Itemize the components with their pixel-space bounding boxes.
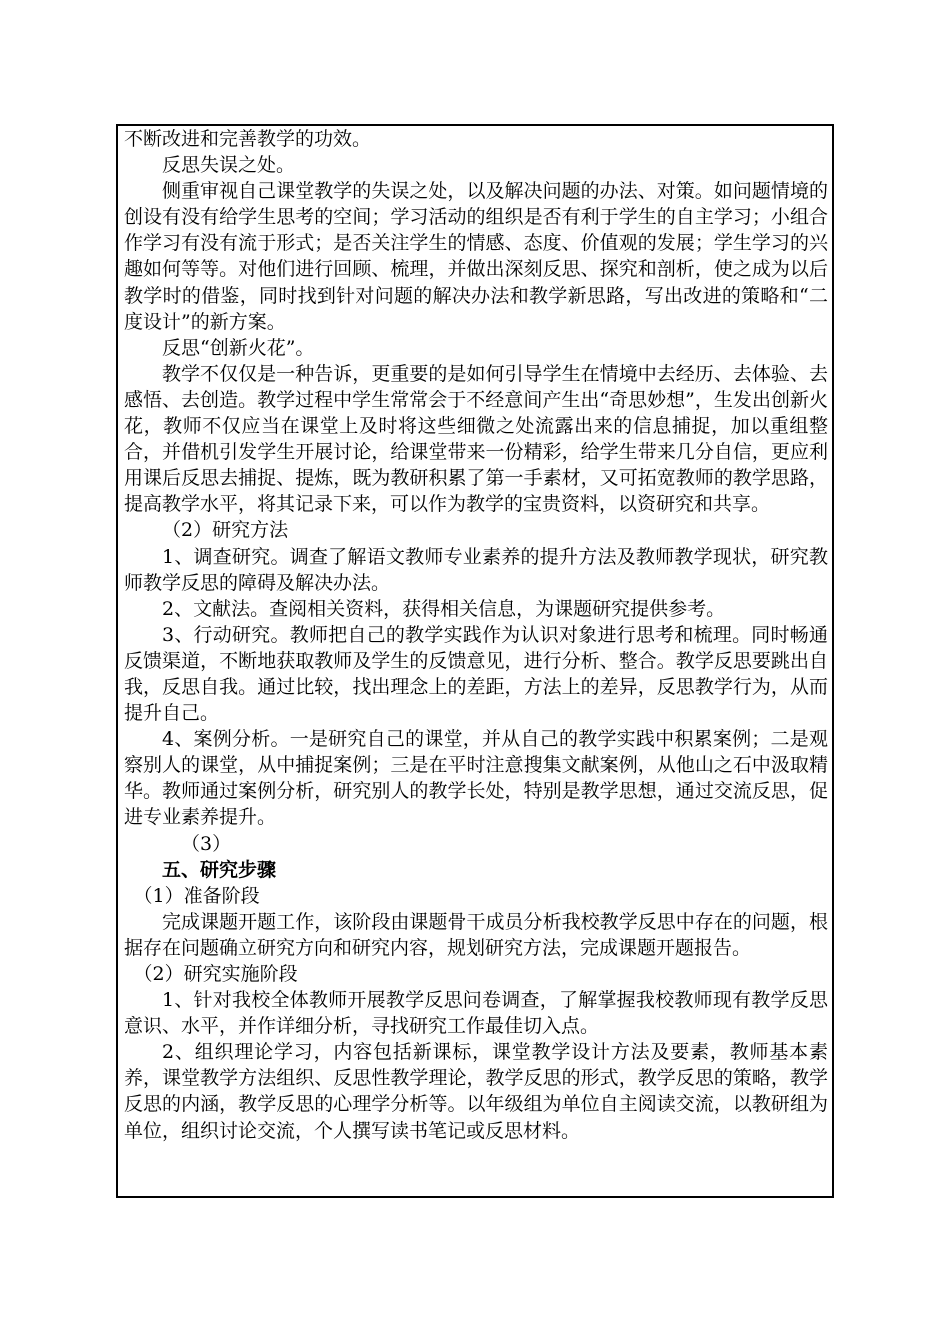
heading-preparation-stage: （1）准备阶段 [133,884,260,907]
paragraph-continuation: 不断改进和完善教学的功效。 [124,128,372,150]
paragraph-mistakes: 侧重审视自己课堂教学的失误之处，以及解决问题的办法、对策。如问题情境的创设有没有给学生思考的空间；学习活动的组织是否有利于学生的自主学习；小组合作学习有没有流于形式；是否关注学生的情感、态度、价值观的发展；学生学习的兴趣如何等等。对他们进行回顾、梳理，并做出深刻反思、探究和剖析，使之成为以后教学时的借鉴，同时找到针对问题的解决办法和教学新思路，写出改进的策略和“二度设计”的新方案。 [124,180,828,333]
paragraph-preparation: 完成课题开题工作，该阶段由课题骨干成员分析我校教学反思中存在的问题，根据存在问题确立研究方向和研究内容，规划研究方法，完成课题开题报告。 [124,910,828,959]
method-action-research: 3、行动研究。教师把自己的教学实践作为认识对象进行思考和梳理。同时畅通反馈渠道，不断地获取教师及学生的反馈意见，进行分析、整合。教学反思要跳出自我，反思自我。通过比较，找出理念上的差距，方法上的差异，反思教学行为，从而提升自己。 [124,623,828,725]
heading-research-methods: （2）研究方法 [162,519,289,542]
heading-innovation-spark: 反思“创新火花”。 [162,336,315,359]
method-survey: 1、调查研究。调查了解语文教师专业素养的提升方法及教师教学现状，研究教师教学反思的障碍及解决办法。 [124,545,828,594]
section-3-marker: （3） [181,832,232,855]
implementation-item-2: 2、组织理论学习，内容包括新课标，课堂教学设计方法及要素，教师基本素养，课堂教学方法组织、反思性教学理论，教学反思的形式，教学反思的策略，教学反思的内涵，教学反思的心理学分析等。以年级组为单位自主阅读交流，以教研组为单位，组织讨论交流，个人撰写读书笔记或反思材料。 [124,1041,828,1142]
heading-research-steps: 五、研究步骤 [162,858,277,881]
method-case-analysis: 4、案例分析。一是研究自己的课堂，并从自己的教学实践中积累案例；二是观察别人的课堂，从中捕捉案例；三是在平时注意搜集文献案例，从他山之石中汲取精华。教师通过案例分析，研究别人的教学长处，特别是教学思想，通过交流反思，促进专业素养提升。 [124,728,828,829]
heading-implementation-stage: （2）研究实施阶段 [133,963,298,985]
heading-reflect-mistakes: 反思失误之处。 [162,154,296,177]
implementation-item-1: 1、针对我校全体教师开展教学反思问卷调查，了解掌握我校教师现有教学反思意识、水平，并作详细分析，寻找研究工作最佳切入点。 [124,989,828,1038]
document-body [124,126,828,1144]
method-literature: 2、文献法。查阅相关资料，获得相关信息，为课题研究提供参考。 [162,597,726,620]
paragraph-innovation: 教学不仅仅是一种告诉，更重要的是如何引导学生在情境中去经历、去体验、去感悟、去创造。教学过程中学生常常会于不经意间产生出“奇思妙想”，生发出创新火花，教师不仅应当在课堂上及时将这些细微之处流露出来的信息捕捉，加以重组整合，并借机引发学生开展讨论，给课堂带来一份精彩，给学生带来几分自信，更应利用课后反思去捕捉、提炼，既为教研积累了第一手素材，又可拓宽教师的教学思路，提高教学水平，将其记录下来，可以作为教学的宝贵资料，以资研究和共享。 [124,362,828,516]
